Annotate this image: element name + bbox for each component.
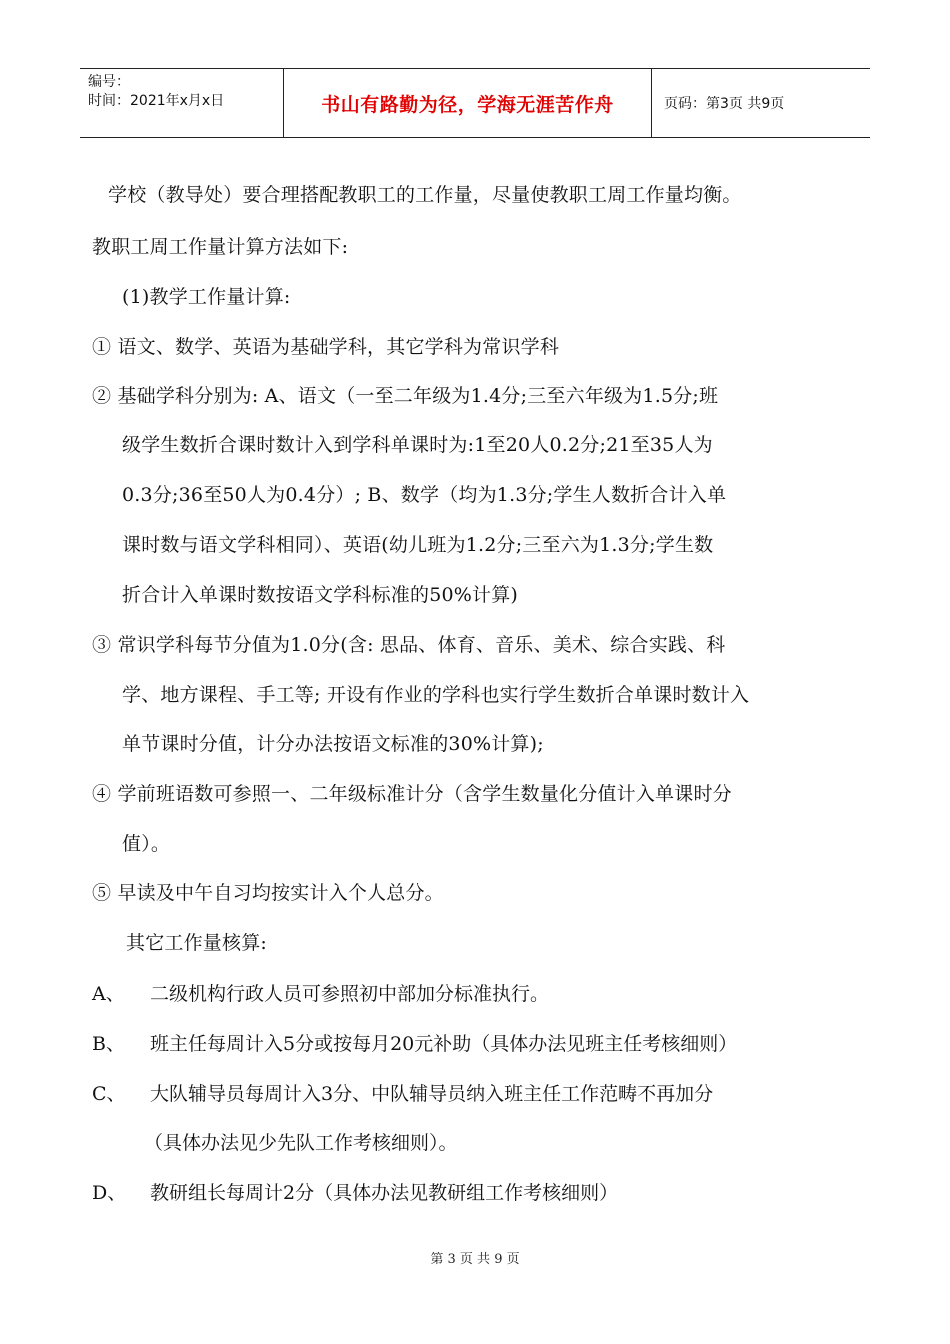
list-item-2-line-5: 折合计入单课时数按语文学科标准的50%计算) bbox=[122, 584, 519, 606]
other-item-text: （具体办法见少先队工作考核细则）。 bbox=[144, 1132, 458, 1154]
header-page-info: 页码：第3页 共9页 bbox=[664, 96, 785, 112]
other-heading: 其它工作量核算: bbox=[126, 932, 268, 954]
other-item-a bbox=[92, 979, 550, 1006]
list-item-4-line-1: ④ 学前班语数可参照一、二年级标准计分（含学生数量化分值计入单课时分 bbox=[92, 783, 732, 805]
page-footer: 第 3 页 共 9 页 bbox=[430, 1252, 520, 1267]
other-item-letter: B、 bbox=[92, 1033, 125, 1055]
document-time-label: 时间：2021年x月x日 bbox=[88, 93, 225, 109]
method-heading: 教职工周工作量计算方法如下: bbox=[92, 236, 349, 258]
other-item-text: 二级机构行政人员可参照初中部加分标准执行。 bbox=[150, 983, 550, 1005]
other-item-d bbox=[92, 1178, 619, 1205]
list-item-1: ① 语文、数学、英语为基础学科，其它学科为常识学科 bbox=[92, 336, 560, 358]
teaching-heading: (1)教学工作量计算: bbox=[122, 286, 291, 308]
list-item-5: ⑤ 早读及中午自习均按实计入个人总分。 bbox=[92, 882, 444, 904]
other-item-letter: C、 bbox=[92, 1083, 126, 1105]
other-item-text: 班主任每周计入5分或按每月20元补助（具体办法见班主任考核细则） bbox=[150, 1033, 738, 1055]
other-item-text: 教研组长每周计2分（具体办法见教研组工作考核细则） bbox=[150, 1182, 619, 1204]
list-item-2-line-2: 级学生数折合课时数计入到学科单课时为:1至20人0.2分;21至35人为 bbox=[122, 434, 713, 456]
other-item-letter: A、 bbox=[92, 983, 125, 1005]
header-meta bbox=[80, 69, 283, 137]
list-item-3-line-1: ③ 常识学科每节分值为1.0分(含: 思品、体育、音乐、美术、综合实践、科 bbox=[92, 634, 726, 656]
other-item-text: 大队辅导员每周计入3分、中队辅导员纳入班主任工作范畴不再加分 bbox=[150, 1083, 714, 1105]
list-item-2-line-4: 课时数与语文学科相同）、英语(幼儿班为1.2分;三至六为1.3分;学生数 bbox=[122, 534, 714, 556]
list-item-3-line-3: 单节课时分值，计分办法按语文标准的30%计算); bbox=[122, 733, 544, 755]
header-motto: 书山有路勤为径，学海无涯苦作舟 bbox=[283, 69, 652, 137]
other-item-b bbox=[92, 1029, 738, 1056]
list-item-2-line-3: 0.3分;36至50人为0.4分）; B、数学（均为1.3分;学生人数折合计入单 bbox=[122, 484, 727, 506]
page-header bbox=[80, 68, 870, 138]
intro-paragraph: 学校（教导处）要合理搭配教职工的工作量，尽量使教职工周工作量均衡。 bbox=[108, 184, 742, 206]
list-item-3-line-2: 学、地方课程、手工等; 开设有作业的学科也实行学生数折合单课时数计入 bbox=[122, 684, 750, 706]
document-number-label: 编号： bbox=[88, 74, 130, 90]
list-item-4-line-2: 值）。 bbox=[122, 833, 171, 855]
list-item-2-line-1: ② 基础学科分别为: A、语文（一至二年级为1.4分;三至六年级为1.5分;班 bbox=[92, 385, 719, 407]
other-item-letter: D、 bbox=[92, 1182, 127, 1204]
other-item-c bbox=[92, 1079, 714, 1106]
